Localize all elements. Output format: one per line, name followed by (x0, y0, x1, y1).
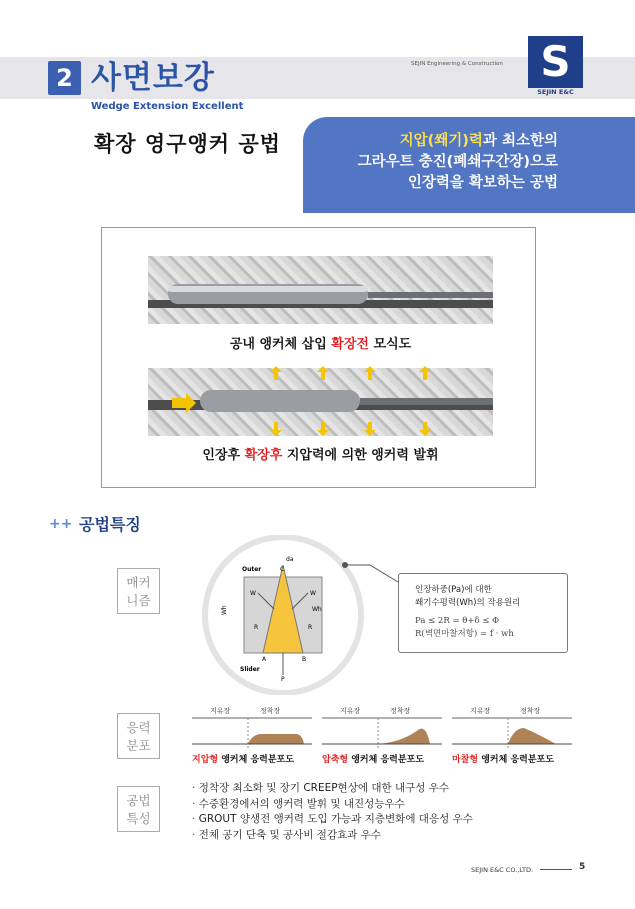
label-w-right: W (310, 590, 316, 597)
stress-curve-compression (322, 716, 442, 750)
stress-caption (322, 752, 446, 765)
label-c: C (280, 566, 285, 573)
anchor-before-illustration (148, 256, 493, 324)
caption-after-red: 확장후 (244, 448, 283, 463)
mechanism-diagram (196, 535, 371, 695)
footer-company: SEJIN E&C CO.,LTD. (471, 866, 534, 874)
footer-divider (540, 869, 572, 870)
label-slider: Slider (240, 666, 260, 673)
section-number: 2 (48, 61, 81, 95)
down-arrow-icon (364, 422, 376, 436)
section-title: 사면보강 (91, 60, 215, 96)
summary-line-2: 그라우트 충진(폐쇄구간장)으로 (357, 154, 558, 170)
properties-list (192, 781, 473, 843)
summary-line-1-rest: 과 최소한의 (482, 133, 558, 149)
formula-intro-1: 인장하중(Pa)에 대한 (415, 585, 492, 595)
formula-1: Pa ≤ 2R = θ+δ ≤ Φ (415, 616, 500, 626)
label-properties (117, 786, 160, 832)
method-summary-box (303, 117, 635, 213)
logo-text: SEJIN E&C (537, 88, 574, 96)
page-number: 5 (579, 862, 586, 872)
company-en: SEJIN Engineering & Construction (411, 61, 503, 67)
stress-area (508, 728, 556, 744)
caption-before-text: 공내 앵커체 삽입 (229, 337, 332, 352)
list-item: · 정착장 최소화 및 장기 CREEP현상에 대한 내구성 우수 (192, 781, 473, 797)
up-arrow-icon (419, 366, 431, 380)
plus-icon: ++ (49, 516, 73, 532)
label-w-left: W (250, 590, 256, 597)
zone-fixed: 정착장 (260, 707, 281, 715)
caption-before-text-2: 모식도 (368, 337, 412, 352)
zone-fixed: 정착장 (520, 707, 541, 715)
formula-intro-2: 쐐기수평력(Wh)의 작용원리 (415, 598, 521, 608)
summary-line-1 (303, 131, 558, 152)
down-arrow-icon (419, 422, 431, 436)
label-b: B (302, 656, 307, 663)
anchor-after-illustration (148, 366, 493, 442)
label-properties-line-2: 특성 (126, 811, 151, 826)
caption-before (148, 333, 493, 352)
zone-fixed: 정착장 (390, 707, 411, 715)
stress-caption-rest: 앵커체 응력분포도 (348, 755, 424, 765)
label-mechanism-line-1: 매커 (126, 575, 151, 590)
anchor-tendon (368, 292, 493, 298)
method-title: 확장 영구앵커 공법 (94, 132, 281, 156)
formula-box (398, 573, 568, 653)
label-properties-line-1: 공법 (126, 793, 151, 808)
caption-after-text: 인장후 (202, 448, 245, 463)
stress-curve-friction (452, 716, 572, 750)
label-stress (117, 713, 160, 759)
up-arrow-icon (364, 366, 376, 380)
summary-highlight: 지압(쐐기)력 (399, 133, 483, 149)
list-item: · 수중환경에서의 앵커력 발휘 및 내진성능우수 (192, 797, 473, 813)
stress-type: 압축형 (322, 755, 349, 765)
label-outer: Outer (242, 566, 262, 573)
connector-path (345, 565, 398, 582)
down-arrow-icon (270, 422, 282, 436)
stress-caption (452, 752, 576, 765)
label-da: da (286, 556, 294, 563)
summary-line-3: 인장력을 확보하는 공법 (407, 175, 558, 191)
company-logo: S (528, 36, 583, 88)
stress-curve-bearing (192, 716, 312, 750)
stress-area (248, 734, 304, 744)
label-r-left: R (254, 624, 259, 631)
subtitle-en: Wedge Extension Excellent (91, 101, 244, 112)
stress-caption-rest: 앵커체 응력분포도 (478, 755, 554, 765)
stress-caption-rest: 앵커체 응력분포도 (218, 755, 294, 765)
label-a: A (262, 656, 267, 663)
down-arrow-icon (317, 422, 329, 436)
caption-before-red: 확장전 (331, 337, 369, 352)
label-stress-line-2: 분포 (126, 738, 151, 753)
zone-free: 지유장 (470, 707, 491, 715)
label-r-right: R (308, 624, 313, 631)
stress-type: 마찰형 (452, 755, 479, 765)
label-wh: Wh (312, 606, 322, 613)
list-item: · GROUT 양생전 앵커력 도입 가능과 지층변화에 대응성 우수 (192, 812, 473, 828)
label-stress-line-1: 응력 (126, 720, 151, 735)
up-arrow-icon (270, 366, 282, 380)
anchor-body (200, 390, 360, 412)
stress-caption (192, 752, 316, 765)
label-wh-side: Wh (221, 605, 228, 615)
anchor-tendon (360, 398, 493, 405)
zone-free: 지유장 (210, 707, 231, 715)
stress-area (378, 729, 430, 744)
zone-free: 지유장 (340, 707, 361, 715)
formula-2: R(벽면마찰저항) = f · wh (415, 629, 514, 639)
up-arrow-icon (317, 366, 329, 380)
stress-type: 지압형 (192, 755, 219, 765)
anchor-highlight (168, 286, 368, 292)
caption-after-text-2: 지압력에 의한 앵커력 발휘 (282, 448, 439, 463)
features-title: 공법특징 (79, 515, 141, 534)
caption-after (148, 444, 493, 463)
label-p: P (281, 676, 285, 683)
label-mechanism-line-2: 니즘 (126, 593, 151, 608)
label-mechanism (117, 568, 160, 614)
list-item: · 전체 공기 단축 및 공사비 절감효과 우수 (192, 828, 473, 844)
